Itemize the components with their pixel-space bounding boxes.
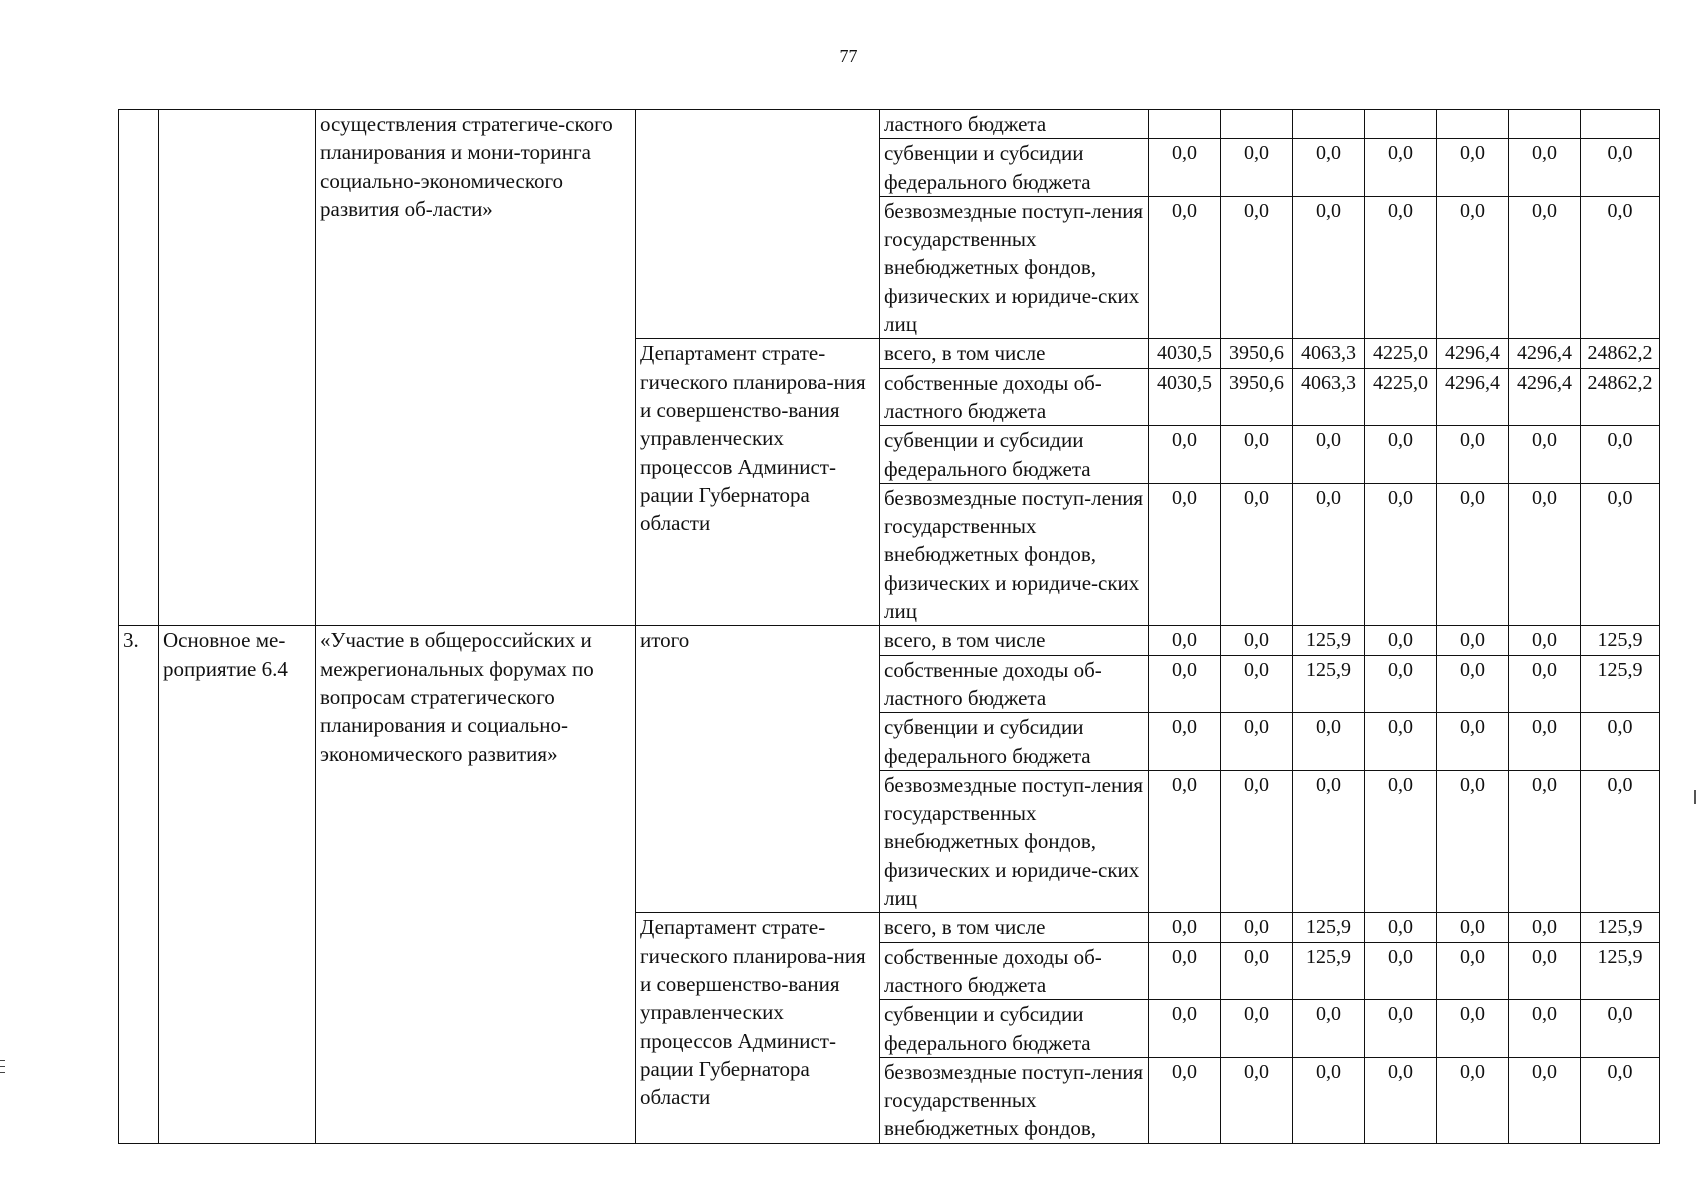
value-cell: 0,0 bbox=[1437, 770, 1509, 912]
value-cell: 0,0 bbox=[1437, 196, 1509, 338]
value-cell bbox=[1365, 110, 1437, 139]
value-cell: 0,0 bbox=[1509, 626, 1581, 655]
value-cell: 0,0 bbox=[1509, 655, 1581, 713]
event-name-cell: «Участие в общероссийских и межрегиональных форумах по вопросам стратегического планирования и социально-экономического развития» bbox=[316, 626, 636, 1143]
funding-source-cell: собственные доходы об-ластного бюджета bbox=[880, 655, 1149, 713]
value-cell: 0,0 bbox=[1581, 139, 1660, 197]
value-cell: 0,0 bbox=[1149, 942, 1221, 1000]
value-cell: 0,0 bbox=[1293, 1057, 1365, 1143]
value-cell: 0,0 bbox=[1509, 913, 1581, 942]
value-cell: 0,0 bbox=[1221, 913, 1293, 942]
funding-source-cell: всего, в том числе bbox=[880, 626, 1149, 655]
value-cell: 0,0 bbox=[1149, 655, 1221, 713]
value-cell: 0,0 bbox=[1293, 426, 1365, 484]
value-cell: 0,0 bbox=[1149, 196, 1221, 338]
value-cell: 0,0 bbox=[1509, 196, 1581, 338]
value-cell: 0,0 bbox=[1365, 483, 1437, 625]
value-cell: 0,0 bbox=[1437, 139, 1509, 197]
funding-source-cell: всего, в том числе bbox=[880, 339, 1149, 368]
value-cell: 0,0 bbox=[1149, 1057, 1221, 1143]
funding-source-cell: субвенции и субсидии федерального бюджета bbox=[880, 713, 1149, 771]
value-cell bbox=[1221, 110, 1293, 139]
value-cell: 125,9 bbox=[1293, 913, 1365, 942]
value-cell: 0,0 bbox=[1437, 713, 1509, 771]
funding-source-cell: субвенции и субсидии федерального бюджета bbox=[880, 426, 1149, 484]
value-cell: 0,0 bbox=[1293, 483, 1365, 625]
value-cell: 4296,4 bbox=[1437, 368, 1509, 426]
page-number: 77 bbox=[839, 46, 858, 66]
row-number-cell bbox=[119, 110, 159, 626]
value-cell: 0,0 bbox=[1581, 713, 1660, 771]
value-cell: 0,0 bbox=[1365, 1057, 1437, 1143]
value-cell: 0,0 bbox=[1581, 770, 1660, 912]
value-cell: 4030,5 bbox=[1149, 339, 1221, 368]
value-cell: 0,0 bbox=[1365, 139, 1437, 197]
value-cell: 0,0 bbox=[1509, 770, 1581, 912]
scan-edge-mark bbox=[1694, 790, 1696, 804]
value-cell: 0,0 bbox=[1149, 139, 1221, 197]
value-cell: 0,0 bbox=[1365, 1000, 1437, 1058]
funding-source-cell: собственные доходы об-ластного бюджета bbox=[880, 368, 1149, 426]
table-row bbox=[119, 626, 1660, 655]
value-cell: 0,0 bbox=[1509, 1057, 1581, 1143]
value-cell: 0,0 bbox=[1221, 942, 1293, 1000]
value-cell: 0,0 bbox=[1437, 1000, 1509, 1058]
value-cell: 125,9 bbox=[1581, 655, 1660, 713]
value-cell: 0,0 bbox=[1365, 770, 1437, 912]
executor-cell: итого bbox=[636, 626, 880, 913]
value-cell: 4296,4 bbox=[1437, 339, 1509, 368]
value-cell: 0,0 bbox=[1581, 1000, 1660, 1058]
value-cell: 125,9 bbox=[1581, 626, 1660, 655]
value-cell: 0,0 bbox=[1149, 770, 1221, 912]
value-cell: 0,0 bbox=[1437, 626, 1509, 655]
value-cell: 24862,2 bbox=[1581, 339, 1660, 368]
scan-edge-marks bbox=[0, 1060, 6, 1082]
value-cell: 4063,3 bbox=[1293, 339, 1365, 368]
funding-source-cell: безвозмездные поступ-ления государственных внебюджетных фондов, физических и юридиче-ских лиц bbox=[880, 770, 1149, 912]
value-cell: 0,0 bbox=[1365, 913, 1437, 942]
value-cell: 0,0 bbox=[1221, 1000, 1293, 1058]
event-cell bbox=[159, 110, 316, 626]
value-cell: 0,0 bbox=[1365, 426, 1437, 484]
value-cell: 0,0 bbox=[1509, 426, 1581, 484]
value-cell: 0,0 bbox=[1149, 713, 1221, 771]
funding-source-cell: ластного бюджета bbox=[880, 110, 1149, 139]
value-cell: 4296,4 bbox=[1509, 339, 1581, 368]
funding-source-cell: безвозмездные поступ-ления государственных внебюджетных фондов, физических и юридиче-ских лиц bbox=[880, 196, 1149, 338]
value-cell: 125,9 bbox=[1293, 626, 1365, 655]
value-cell bbox=[1437, 110, 1509, 139]
value-cell: 3950,6 bbox=[1221, 368, 1293, 426]
value-cell: 0,0 bbox=[1365, 196, 1437, 338]
value-cell: 4225,0 bbox=[1365, 368, 1437, 426]
value-cell: 0,0 bbox=[1437, 655, 1509, 713]
value-cell: 0,0 bbox=[1149, 426, 1221, 484]
value-cell: 4296,4 bbox=[1509, 368, 1581, 426]
value-cell: 0,0 bbox=[1509, 139, 1581, 197]
value-cell: 0,0 bbox=[1437, 426, 1509, 484]
value-cell: 0,0 bbox=[1149, 483, 1221, 625]
event-name-cell: осуществления стратегиче-ского планирования и мони-торинга социально-экономического развития об-ласти» bbox=[316, 110, 636, 626]
event-cell: Основное ме-роприятие 6.4 bbox=[159, 626, 316, 1143]
value-cell: 0,0 bbox=[1221, 1057, 1293, 1143]
value-cell: 0,0 bbox=[1581, 1057, 1660, 1143]
funding-source-cell: собственные доходы об-ластного бюджета bbox=[880, 942, 1149, 1000]
value-cell: 0,0 bbox=[1509, 942, 1581, 1000]
value-cell: 125,9 bbox=[1293, 655, 1365, 713]
value-cell: 0,0 bbox=[1365, 655, 1437, 713]
value-cell: 0,0 bbox=[1509, 713, 1581, 771]
value-cell: 0,0 bbox=[1221, 713, 1293, 771]
value-cell: 125,9 bbox=[1581, 942, 1660, 1000]
value-cell: 0,0 bbox=[1221, 196, 1293, 338]
value-cell: 0,0 bbox=[1149, 913, 1221, 942]
value-cell: 0,0 bbox=[1293, 196, 1365, 338]
value-cell: 0,0 bbox=[1293, 1000, 1365, 1058]
value-cell: 0,0 bbox=[1365, 713, 1437, 771]
value-cell: 0,0 bbox=[1221, 626, 1293, 655]
value-cell: 0,0 bbox=[1293, 713, 1365, 771]
value-cell: 0,0 bbox=[1437, 942, 1509, 1000]
value-cell: 0,0 bbox=[1221, 483, 1293, 625]
value-cell: 0,0 bbox=[1221, 770, 1293, 912]
funding-source-cell: безвозмездные поступ-ления государственных внебюджетных фондов, физических и юридиче-ских лиц bbox=[880, 483, 1149, 625]
value-cell: 0,0 bbox=[1293, 770, 1365, 912]
value-cell: 125,9 bbox=[1293, 942, 1365, 1000]
value-cell: 0,0 bbox=[1221, 426, 1293, 484]
value-cell: 0,0 bbox=[1437, 913, 1509, 942]
funding-source-cell: всего, в том числе bbox=[880, 913, 1149, 942]
value-cell: 0,0 bbox=[1509, 1000, 1581, 1058]
value-cell: 4063,3 bbox=[1293, 368, 1365, 426]
value-cell bbox=[1293, 110, 1365, 139]
value-cell: 4030,5 bbox=[1149, 368, 1221, 426]
value-cell: 4225,0 bbox=[1365, 339, 1437, 368]
value-cell: 0,0 bbox=[1437, 1057, 1509, 1143]
funding-source-cell: безвозмездные поступ-ления государственных внебюджетных фондов, bbox=[880, 1057, 1149, 1143]
executor-cell: Департамент страте-гического планирова-ния и совершенство-вания управленческих процессов Админист-рации Губернатора области bbox=[636, 339, 880, 626]
funding-source-cell: субвенции и субсидии федерального бюджета bbox=[880, 1000, 1149, 1058]
value-cell: 0,0 bbox=[1509, 483, 1581, 625]
value-cell: 125,9 bbox=[1581, 913, 1660, 942]
value-cell: 0,0 bbox=[1365, 942, 1437, 1000]
value-cell bbox=[1149, 110, 1221, 139]
value-cell: 0,0 bbox=[1365, 626, 1437, 655]
funding-source-cell: субвенции и субсидии федерального бюджета bbox=[880, 139, 1149, 197]
value-cell bbox=[1581, 110, 1660, 139]
value-cell: 0,0 bbox=[1149, 1000, 1221, 1058]
value-cell: 0,0 bbox=[1221, 139, 1293, 197]
value-cell: 0,0 bbox=[1149, 626, 1221, 655]
value-cell: 0,0 bbox=[1581, 483, 1660, 625]
table-row bbox=[119, 110, 1660, 139]
value-cell: 0,0 bbox=[1581, 426, 1660, 484]
budget-table bbox=[118, 109, 1660, 1144]
value-cell: 0,0 bbox=[1293, 139, 1365, 197]
value-cell: 3950,6 bbox=[1221, 339, 1293, 368]
executor-cell bbox=[636, 110, 880, 339]
value-cell: 24862,2 bbox=[1581, 368, 1660, 426]
value-cell bbox=[1509, 110, 1581, 139]
row-number-cell: 3. bbox=[119, 626, 159, 1143]
value-cell: 0,0 bbox=[1581, 196, 1660, 338]
executor-cell: Департамент страте-гического планирова-ния и совершенство-вания управленческих процессов Админист-рации Губернатора области bbox=[636, 913, 880, 1143]
value-cell: 0,0 bbox=[1437, 483, 1509, 625]
value-cell: 0,0 bbox=[1221, 655, 1293, 713]
